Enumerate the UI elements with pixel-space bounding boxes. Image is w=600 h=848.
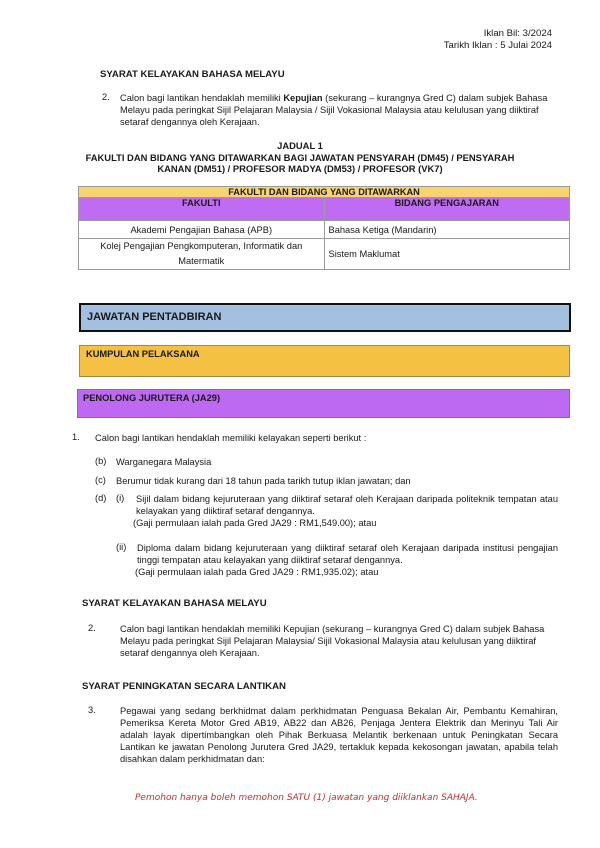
footer-note: Pemohon hanya boleh memohon SATU (1) jawatan yang diiklankan SAHAJA. <box>135 793 478 803</box>
item-d-label: (d) <box>95 493 107 503</box>
section1-number: 2. <box>102 92 110 102</box>
table-row <box>79 221 570 239</box>
section1-heading: SYARAT KELAYAKAN BAHASA MELAYU <box>100 69 285 80</box>
item-d-i-salary: (Gaji permulaan ialah pada Gred JA29 : RM1,549.00); atau <box>133 518 377 528</box>
column-header-bidang: BIDANG PENGAJARAN <box>324 198 570 221</box>
item-d-ii-label: (ii) <box>116 542 127 552</box>
jadual-title-line2: KANAN (DM51) / PROFESOR MADYA (DM53) / PROFESOR (VK7) <box>157 163 443 174</box>
cell-fakulti-line2: Matermatik <box>178 256 225 266</box>
qualifications-intro: Calon bagi lantikan hendaklah memiliki kelayakan seperti berikut : <box>95 433 367 443</box>
table-row <box>79 239 570 270</box>
section1-text-a: Calon bagi lantikan hendaklah memiliki <box>120 93 284 103</box>
cell-fakulti <box>79 239 325 270</box>
section1-text <box>120 92 558 128</box>
category-banner: JAWATAN PENTADBIRAN <box>79 303 571 332</box>
ad-date: Tarikh Iklan : 5 Julai 2024 <box>443 40 552 51</box>
item-b-label: (b) <box>95 456 107 466</box>
cell-bidang: Bahasa Ketiga (Mandarin) <box>324 221 570 239</box>
item-b-text: Warganegara Malaysia <box>116 457 212 467</box>
item-c-text: Berumur tidak kurang dari 18 tahun pada tarikh tutup iklan jawatan; dan <box>116 476 411 486</box>
item-d-ii-salary: (Gaji permulaan ialah pada Gred JA29 : RM1,935.02); atau <box>135 567 379 577</box>
group-banner: KUMPULAN PELAKSANA <box>79 345 570 377</box>
position-banner: PENOLONG JURUTERA (JA29) <box>77 389 570 418</box>
ad-number: Iklan Bil: 3/2024 <box>483 28 552 39</box>
item-d-i-label: (i) <box>116 493 125 503</box>
item-d-i-text: Sijil dalam bidang kejuruteraan yang diiktiraf setaraf oleh Kerajaan daripada politeknik tempatan atau kelayakan yang diiktiraf setaraf dengannya. <box>136 494 558 516</box>
table-caption: FAKULTI DAN BIDANG YANG DITAWARKAN <box>79 187 570 198</box>
jadual-title-line1: FAKULTI DAN BIDANG YANG DITAWARKAN BAGI JAWATAN PENSYARAH (DM45) / PENSYARAH <box>85 151 515 163</box>
section3-heading: SYARAT PENINGKATAN SECARA LANTIKAN <box>82 681 286 692</box>
section2-number: 2. <box>88 623 96 633</box>
qualifications-number: 1. <box>72 432 80 442</box>
section1-text-b: (sekurang – kurangnya Gred C) dalam subjek Bahasa Melayu pada peringkat Sijil Pelajaran Malaysia / Sijil Vokasional Malaysia atau kelulusan yang diiktiraf setaraf dengannya oleh Kerajaan. <box>120 93 548 127</box>
cell-fakulti: Akademi Pengajian Bahasa (APB) <box>79 221 325 239</box>
section2-text: Calon bagi lantikan hendaklah memiliki Kepujian (sekurang – kurangnya Gred C) dalam subjek Bahasa Melayu pada peringkat Sijil Pelajaran Malaysia/ Sijil Vokasional Malaysia atau kelulusan yang diiktiraf setaraf dengannya oleh Kerajaan. <box>120 624 545 658</box>
item-d-ii-text: Diploma dalam bidang kejuruteraan yang diiktiraf setaraf oleh Kerajaan daripada institusi pengajian tinggi tempatan atau kelayakan yang diiktiraf setaraf dengannya. <box>137 543 558 565</box>
item-c-label: (c) <box>95 475 106 485</box>
cell-fakulti-line1: Kolej Pengajian Pengkomputeran, Informatik dan <box>100 241 303 251</box>
ad-meta <box>444 28 552 52</box>
cell-bidang: Sistem Maklumat <box>324 239 570 270</box>
jadual-label: JADUAL 1 <box>277 140 323 151</box>
jadual-title <box>40 140 560 175</box>
section3-text: Pegawai yang sedang berkhidmat dalam perkhidmatan Penguasa Bekalan Air, Pembantu Kemahiran, Pemeriksa Kereta Motor Gred AB19, AB22 dan AB26, Penjaga Jentera Elektrik dan Merinyu Tali Air adalah layak dipertimbangkan oleh Pihak Berkuasa Melantik berkenaan untuk Peningkatan Secara Lantikan ke jawatan Penolong Jurutera Gred JA29, tertakluk kepada kekosongan jawatan, apabila telah disahkan dalam perkhidmatan dan: <box>120 706 558 764</box>
column-header-fakulti: FAKULTI <box>79 198 325 221</box>
section3-number: 3. <box>88 705 96 715</box>
section1-bold: Kepujian <box>283 93 323 103</box>
faculty-table <box>78 186 570 270</box>
section2-heading: SYARAT KELAYAKAN BAHASA MELAYU <box>82 598 267 609</box>
